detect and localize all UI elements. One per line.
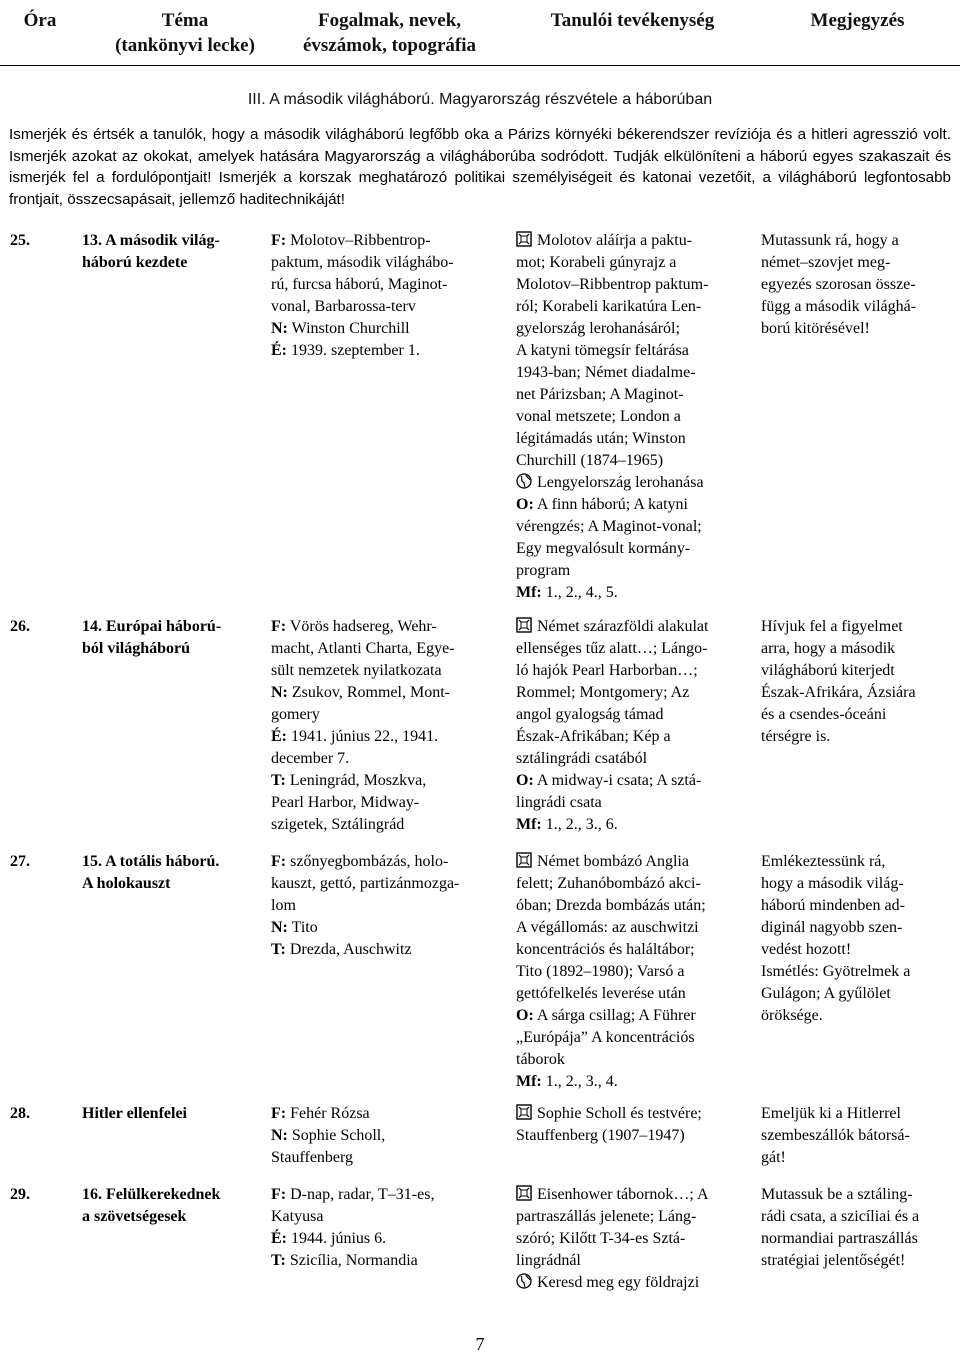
concept-text: 1941. június 22., 1941. — [287, 728, 439, 745]
activity-text: lingrádnál — [516, 1252, 581, 1269]
note-line: Észak-Afrikára, Ázsiára — [761, 684, 916, 701]
image-icon — [516, 231, 532, 247]
concept-text: Fehér Rózsa — [286, 1105, 370, 1122]
lecke-line: 16. Felülkerekednek — [82, 1186, 221, 1203]
concept-text: gomery — [271, 706, 320, 723]
activity-text: ról; Korabeli karikatúra Len- — [516, 298, 702, 315]
concept-key: N: — [271, 1127, 288, 1144]
activity-key: O: — [516, 1007, 534, 1024]
concept-key: N: — [271, 919, 288, 936]
concept-key: É: — [271, 1230, 287, 1247]
activity-line — [516, 638, 756, 660]
concept-line — [271, 792, 511, 814]
concept-key: T: — [271, 772, 286, 789]
activity-text: Egy megvalósult kormány- — [516, 540, 691, 557]
concept-key: É: — [271, 342, 287, 359]
row-note — [761, 1103, 956, 1169]
note-line: világháború kiterjedt — [761, 662, 895, 679]
activity-line — [516, 1250, 756, 1272]
activity-text: 1., 2., 3., 4. — [541, 1073, 618, 1090]
activity-text: partraszállás jelenete; Láng- — [516, 1208, 697, 1225]
concept-line — [271, 770, 511, 792]
concept-line — [271, 726, 511, 748]
lecke-line: 15. A totális háború. — [82, 853, 220, 870]
row-lecke — [82, 1103, 267, 1125]
note-line: függ a második világhá- — [761, 298, 917, 315]
row-ora: 26. — [10, 618, 30, 635]
activity-text: Stauffenberg (1907–1947) — [516, 1127, 685, 1144]
activity-text: táborok — [516, 1051, 565, 1068]
activity-text: Molotov aláírja a paktu- — [537, 232, 693, 249]
concept-line — [271, 230, 511, 252]
image-icon — [516, 852, 532, 868]
note-line: Emlékeztessünk rá, — [761, 853, 886, 870]
row-note — [761, 1184, 956, 1272]
note-line: háború mindenben ad- — [761, 897, 905, 914]
row-activity — [516, 1103, 756, 1147]
activity-line — [516, 895, 756, 917]
header-tanuloi: Tanulói tevékenység — [550, 10, 715, 31]
activity-text: angol gyalogság támad — [516, 706, 664, 723]
activity-text: vérengzés; A Maginot-vonal; — [516, 518, 702, 535]
concept-text: december 7. — [271, 750, 350, 767]
activity-text: mot; Korabeli gúnyrajz a — [516, 254, 677, 271]
header-fogalmak-line2: évszámok, topográfia — [302, 35, 477, 56]
note-line: gát! — [761, 1149, 786, 1166]
concept-line — [271, 939, 511, 961]
concept-text: sült nemzetek nyilatkozata — [271, 662, 442, 679]
row-lecke — [82, 616, 267, 660]
activity-line — [516, 726, 756, 748]
note-line: arra, hogy a második — [761, 640, 896, 657]
concept-line — [271, 274, 511, 296]
concept-line — [271, 1125, 511, 1147]
concept-line — [271, 296, 511, 318]
activity-text: A katyni tömegsír feltárása — [516, 342, 689, 359]
activity-line — [516, 1272, 756, 1294]
activity-line — [516, 1125, 756, 1147]
concept-text: szigetek, Sztálingrád — [271, 816, 405, 833]
concept-line — [271, 1206, 511, 1228]
concept-line — [271, 1228, 511, 1250]
activity-line — [516, 296, 756, 318]
concept-text: lom — [271, 897, 296, 914]
activity-line — [516, 792, 756, 814]
row-ora: 29. — [10, 1186, 30, 1203]
activity-key: Mf: — [516, 1073, 542, 1090]
note-line: stratégiai jelentőségét! — [761, 1252, 906, 1269]
concept-text: Sophie Scholl, — [287, 1127, 386, 1144]
activity-text: Német szárazföldi alakulat — [537, 618, 709, 635]
row-concepts — [271, 1103, 511, 1169]
note-line: rádi csata, a szicíliai és a — [761, 1208, 920, 1225]
concept-line — [271, 704, 511, 726]
note-line: ború kitörésével! — [761, 320, 870, 337]
intro-text: Ismerjék és értsék a tanulók, hogy a második világháború legfőbb oka a Párizs környéki békerendszer revíziója és a hitleri agresszió volt. Ismerjék azokat az okokat, amelyek hatására Magyarország a világháborúba sodródott. Tudják elkülöníteni a háború egyes szakaszait és ismerjék fel a fordulópontjait! Ismerjék a korszak meghatározó politikai személyiségeit és katonai vezetőit, a világháború legfontosabb frontjait, összecsapásait, jellemző haditechnikáját! — [9, 126, 951, 208]
lecke-line: ból világháború — [82, 640, 191, 657]
activity-line — [516, 873, 756, 895]
activity-line — [516, 1184, 756, 1206]
row-activity — [516, 616, 756, 836]
concept-text: Drezda, Auschwitz — [285, 941, 412, 958]
concept-text: Vörös hadsereg, Wehr- — [286, 618, 437, 635]
activity-text: „Európája” A koncentrációs — [516, 1029, 695, 1046]
concept-line — [271, 252, 511, 274]
concept-line — [271, 1103, 511, 1125]
activity-line — [516, 428, 756, 450]
concept-text: Tito — [287, 919, 318, 936]
activity-text: gettófelkelés leverése után — [516, 985, 686, 1002]
note-line: egyezés szorosan össze- — [761, 276, 916, 293]
concept-line — [271, 340, 511, 362]
concept-key: F: — [271, 618, 287, 635]
activity-text: szóró; Kilőtt T-34-es Sztá- — [516, 1230, 686, 1247]
activity-text: net Párizsban; A Maginot- — [516, 386, 684, 403]
activity-text: koncentrációs és haláltábor; — [516, 941, 695, 958]
activity-line — [516, 917, 756, 939]
activity-text: 1., 2., 4., 5. — [541, 584, 618, 601]
activity-text: lingrádi csata — [516, 794, 602, 811]
activity-line — [516, 516, 756, 538]
image-icon — [516, 1104, 532, 1120]
row-note — [761, 851, 956, 1027]
concept-line — [271, 616, 511, 638]
lecke-line: háború kezdete — [82, 254, 188, 271]
concept-text: kauszt, gettó, partizánmozga- — [271, 875, 460, 892]
row-activity — [516, 1184, 756, 1294]
activity-text: felett; Zuhanóbombázó akci- — [516, 875, 701, 892]
note-line: térségre is. — [761, 728, 831, 745]
concept-text: rú, furcsa háború, Maginot- — [271, 276, 448, 293]
note-line: normandiai partraszállás — [761, 1230, 918, 1247]
lecke-line: 13. A második világ- — [82, 232, 220, 249]
activity-text: Lengyelország lerohanása — [537, 474, 704, 491]
activity-text: Rommel; Montgomery; Az — [516, 684, 690, 701]
concept-text: vonal, Barbarossa-terv — [271, 298, 416, 315]
activity-line — [516, 1103, 756, 1125]
concept-line — [271, 917, 511, 939]
activity-line — [516, 939, 756, 961]
concept-line — [271, 1147, 511, 1169]
activity-line — [516, 340, 756, 362]
concept-text: Molotov–Ribbentrop- — [286, 232, 431, 249]
concept-line — [271, 1184, 511, 1206]
row-lecke — [82, 851, 267, 895]
section-title: III. A második világháború. Magyarország részvétele a háborúban — [247, 91, 713, 108]
lecke-line: Hitler ellenfelei — [82, 1105, 187, 1122]
activity-text: A sárga csillag; A Führer — [533, 1007, 696, 1024]
activity-line — [516, 252, 756, 274]
note-line: német–szovjet meg- — [761, 254, 891, 271]
lecke-line: 14. Európai háború- — [82, 618, 222, 635]
concept-text: macht, Atlanti Charta, Egye- — [271, 640, 455, 657]
activity-line — [516, 450, 756, 472]
activity-line — [516, 560, 756, 582]
activity-text: sztálingrádi csatából — [516, 750, 648, 767]
concept-line — [271, 318, 511, 340]
activity-text: 1943-ban; Német diadalme- — [516, 364, 696, 381]
activity-line — [516, 682, 756, 704]
activity-text: vonal metszete; London a — [516, 408, 681, 425]
concept-line — [271, 682, 511, 704]
activity-line — [516, 230, 756, 252]
activity-key: Mf: — [516, 584, 542, 601]
concept-line — [271, 660, 511, 682]
concept-key: F: — [271, 1186, 287, 1203]
activity-line — [516, 1206, 756, 1228]
activity-text: ellenséges tűz alatt…; Lángo- — [516, 640, 708, 657]
activity-text: légitámadás után; Winston — [516, 430, 686, 447]
page-number: 7 — [475, 1334, 485, 1354]
note-line: Hívjuk fel a figyelmet — [761, 618, 903, 635]
note-line: öröksége. — [761, 1007, 823, 1024]
note-line: diginál nagyobb szen- — [761, 919, 903, 936]
concept-key: F: — [271, 232, 287, 249]
activity-line — [516, 406, 756, 428]
activity-line — [516, 274, 756, 296]
note-line: Gulágon; A gyűlölet — [761, 985, 891, 1002]
activity-text: program — [516, 562, 571, 579]
row-concepts — [271, 230, 511, 362]
activity-line — [516, 660, 756, 682]
activity-key: O: — [516, 772, 534, 789]
header-tema — [95, 8, 275, 58]
row-ora: 28. — [10, 1105, 30, 1122]
activity-line — [516, 616, 756, 638]
concept-text: Zsukov, Rommel, Mont- — [287, 684, 450, 701]
concept-text: Pearl Harbor, Midway- — [271, 794, 420, 811]
activity-line — [516, 494, 756, 516]
concept-line — [271, 873, 511, 895]
activity-text: Keresd meg egy földrajzi — [537, 1274, 700, 1291]
activity-line — [516, 384, 756, 406]
row-concepts — [271, 851, 511, 961]
activity-line — [516, 814, 756, 836]
activity-text: óban; Drezda bombázás után; — [516, 897, 706, 914]
row-ora: 25. — [10, 232, 30, 249]
concept-line — [271, 638, 511, 660]
activity-text: Észak-Afrikában; Kép a — [516, 728, 671, 745]
row-activity — [516, 851, 756, 1093]
concept-key: F: — [271, 1105, 287, 1122]
activity-text: A midway-i csata; A sztá- — [533, 772, 702, 789]
header-divider — [0, 65, 960, 66]
header-fogalmak — [272, 8, 507, 58]
concept-line — [271, 851, 511, 873]
activity-line — [516, 362, 756, 384]
concept-text: Katyusa — [271, 1208, 324, 1225]
concept-text: szőnyegbombázás, holo- — [286, 853, 449, 870]
concept-text: Leningrád, Moszkva, — [285, 772, 427, 789]
image-icon — [516, 617, 532, 633]
activity-text: gyelország lerohanásáról; — [516, 320, 680, 337]
activity-line — [516, 1071, 756, 1093]
activity-line — [516, 1027, 756, 1049]
header-megjegyzes: Megjegyzés — [810, 10, 905, 31]
table-header — [0, 0, 960, 65]
header-fogalmak-line1: Fogalmak, nevek, — [317, 10, 462, 31]
activity-line — [516, 748, 756, 770]
concept-key: N: — [271, 684, 288, 701]
activity-text: 1., 2., 3., 6. — [541, 816, 618, 833]
note-line: Mutassuk be a sztáling- — [761, 1186, 913, 1203]
activity-line — [516, 983, 756, 1005]
concept-line — [271, 814, 511, 836]
concept-key: T: — [271, 1252, 286, 1269]
note-line: Mutassunk rá, hogy a — [761, 232, 899, 249]
row-note — [761, 616, 956, 748]
header-tema-line1: Téma — [161, 10, 209, 31]
activity-text: Molotov–Ribbentrop paktum- — [516, 276, 709, 293]
note-line: Ismétlés: Gyötrelmek a — [761, 963, 911, 980]
note-line: hogy a második világ- — [761, 875, 904, 892]
note-line: vedést hozott! — [761, 941, 852, 958]
header-ora: Óra — [23, 10, 57, 31]
row-concepts — [271, 616, 511, 836]
activity-line — [516, 1228, 756, 1250]
note-line: Emeljük ki a Hitlerrel — [761, 1105, 901, 1122]
activity-line — [516, 851, 756, 873]
activity-line — [516, 770, 756, 792]
concept-line — [271, 1250, 511, 1272]
concept-text: Stauffenberg — [271, 1149, 354, 1166]
concept-line — [271, 748, 511, 770]
activity-text: Német bombázó Anglia — [537, 853, 689, 870]
activity-line — [516, 318, 756, 340]
activity-line — [516, 582, 756, 604]
concept-text: paktum, második világhábo- — [271, 254, 454, 271]
header-tema-line2: (tankönyvi lecke) — [115, 35, 255, 56]
concept-key: T: — [271, 941, 286, 958]
activity-line — [516, 472, 756, 494]
concept-text: Winston Churchill — [287, 320, 410, 337]
image-icon — [516, 1185, 532, 1201]
globe-icon — [516, 1273, 532, 1289]
concept-text: 1939. szeptember 1. — [287, 342, 420, 359]
concept-key: N: — [271, 320, 288, 337]
activity-line — [516, 1049, 756, 1071]
concept-key: É: — [271, 728, 287, 745]
activity-line — [516, 704, 756, 726]
concept-text: Szicília, Normandia — [285, 1252, 418, 1269]
activity-key: O: — [516, 496, 534, 513]
activity-text: Eisenhower tábornok…; A — [537, 1186, 709, 1203]
activity-text: A végállomás: az auschwitzi — [516, 919, 699, 936]
row-lecke — [82, 230, 267, 274]
row-note — [761, 230, 956, 340]
activity-line — [516, 1005, 756, 1027]
activity-text: Sophie Scholl és testvére; — [537, 1105, 702, 1122]
row-lecke — [82, 1184, 267, 1228]
note-line: és a csendes-óceáni — [761, 706, 887, 723]
activity-text: Tito (1892–1980); Varsó a — [516, 963, 685, 980]
globe-icon — [516, 473, 532, 489]
activity-text: Churchill (1874–1965) — [516, 452, 664, 469]
row-activity — [516, 230, 756, 604]
activity-key: Mf: — [516, 816, 542, 833]
activity-line — [516, 961, 756, 983]
row-concepts — [271, 1184, 511, 1272]
concept-text: 1944. június 6. — [287, 1230, 387, 1247]
note-line: szembeszállók bátorsá- — [761, 1127, 910, 1144]
activity-text: A finn háború; A katyni — [533, 496, 688, 513]
row-ora: 27. — [10, 853, 30, 870]
activity-line — [516, 538, 756, 560]
concept-text: D-nap, radar, T–31-es, — [286, 1186, 435, 1203]
lecke-line: A holokauszt — [82, 875, 171, 892]
concept-key: F: — [271, 853, 287, 870]
activity-text: ló hajók Pearl Harborban…; — [516, 662, 698, 679]
concept-line — [271, 895, 511, 917]
lecke-line: a szövetségesek — [82, 1208, 187, 1225]
